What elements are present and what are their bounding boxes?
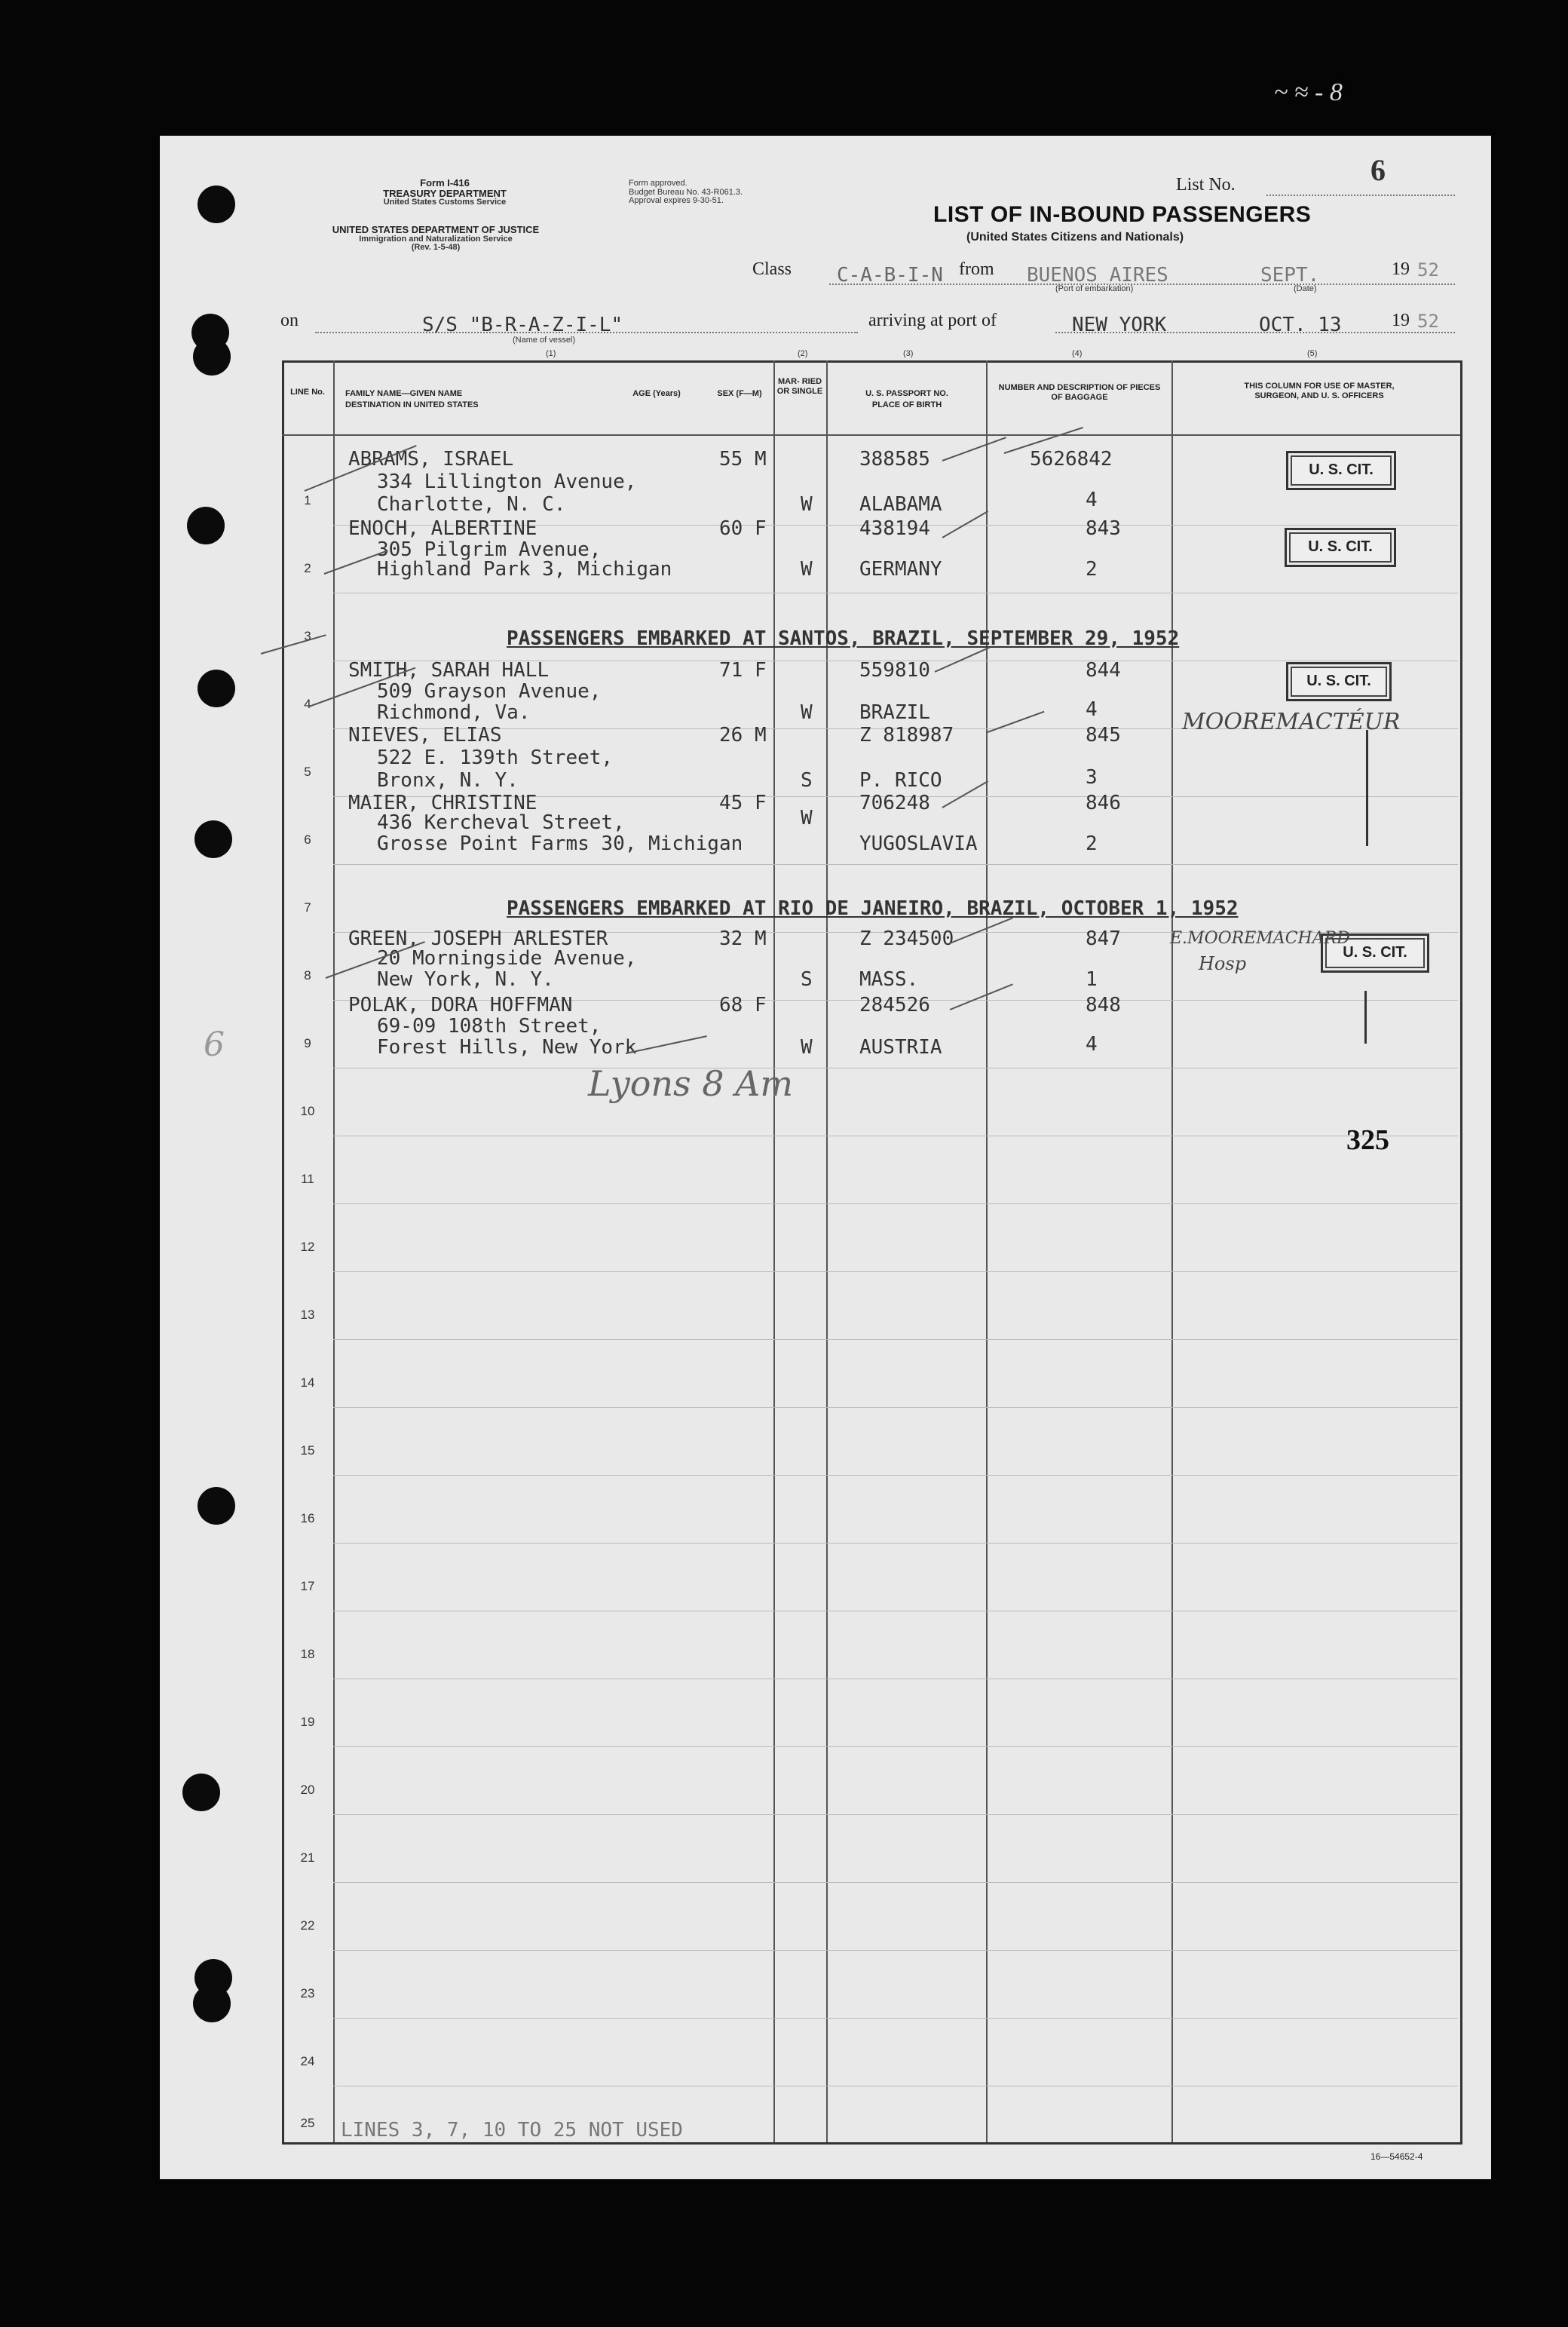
- passenger-passport: 559810: [859, 659, 930, 682]
- header-married: MAR- RIED OR SINGLE: [776, 377, 823, 397]
- passenger-passport: Z 234500: [859, 927, 954, 950]
- us-citizen-stamp: U. S. CIT.: [1286, 451, 1396, 490]
- punch-hole: [182, 1774, 220, 1811]
- passenger-name: ENOCH, ALBERTINE: [348, 517, 537, 540]
- passenger-married: W: [801, 701, 813, 724]
- justice-dept: UNITED STATES DEPARTMENT OF JUSTICE: [332, 224, 540, 235]
- baggage-number: 5626842: [1030, 448, 1113, 471]
- on-label: on: [280, 311, 299, 330]
- header-officers: THIS COLUMN FOR USE OF MASTER, SURGEON, AND U. S. OFFICERS: [1244, 382, 1395, 401]
- punch-hole: [198, 185, 235, 223]
- punch-hole: [193, 338, 231, 376]
- passenger-passport: 284526: [859, 994, 930, 1016]
- line-number: 17: [300, 1579, 315, 1593]
- col-num-1: (1): [546, 349, 556, 358]
- year-prefix: 19: [1392, 259, 1410, 279]
- treasury-dept: TREASURY DEPARTMENT: [383, 187, 507, 199]
- approval-line-1: Form approved.: [629, 179, 688, 188]
- header-age: AGE (Years): [632, 389, 681, 398]
- passenger-birthplace: BRAZIL: [859, 701, 930, 724]
- col-num-5: (5): [1307, 349, 1318, 358]
- passenger-passport: 706248: [859, 792, 930, 814]
- passenger-name: ABRAMS, ISRAEL: [348, 448, 514, 471]
- passenger-name: POLAK, DORA HOFFMAN: [348, 994, 573, 1016]
- passenger-address-2: Bronx, N. Y.: [377, 769, 519, 792]
- passenger-married: W: [801, 493, 813, 516]
- form-id: Form I-416: [420, 177, 470, 189]
- departure-date: SEPT.: [1260, 264, 1320, 287]
- passenger-address-1: 20 Morningside Avenue,: [377, 947, 637, 970]
- passenger-address-2: Grosse Point Farms 30, Michigan: [377, 832, 743, 855]
- passenger-birthplace: AUSTRIA: [859, 1036, 942, 1059]
- baggage-pieces: 1: [1086, 968, 1098, 991]
- line-number: 7: [304, 900, 311, 915]
- passenger-address-2: Richmond, Va.: [377, 701, 531, 724]
- col-num-4: (4): [1072, 349, 1083, 358]
- line-number: 19: [300, 1715, 315, 1729]
- line-number: 8: [304, 968, 311, 983]
- baggage-number: 844: [1086, 659, 1121, 682]
- passenger-married: S: [801, 968, 813, 991]
- line-number: 24: [300, 2054, 315, 2068]
- section-heading-rio: PASSENGERS EMBARKED AT RIO DE JANEIRO, BRAZIL, OCTOBER 1, 1952: [507, 897, 1239, 920]
- header-birth: PLACE OF BIRTH: [871, 400, 942, 409]
- arriving-label: arriving at port of: [868, 311, 997, 330]
- baggage-number: 845: [1086, 724, 1121, 747]
- vessel-name: S/S "B-R-A-Z-I-L": [422, 314, 623, 336]
- line-number: 13: [300, 1308, 315, 1322]
- passenger-passport: 388585: [859, 448, 930, 471]
- baggage-pieces: 3: [1086, 766, 1098, 789]
- passenger-address-1: 509 Grayson Avenue,: [377, 680, 602, 703]
- header-passport: U. S. PASSPORT NO.: [865, 389, 948, 398]
- line-number: 1: [304, 493, 311, 507]
- passenger-birthplace: ALABAMA: [859, 493, 942, 516]
- customs-service: United States Customs Service: [383, 198, 507, 207]
- signature: Lyons 8 Am: [588, 1063, 794, 1104]
- line-number: 5: [304, 765, 311, 779]
- handwritten-note: MOOREMACTÉUR: [1182, 709, 1401, 735]
- header-line-no: LINE No.: [290, 388, 325, 397]
- passenger-name: MAIER, CHRISTINE: [348, 792, 537, 814]
- passenger-age-sex: 55 M: [719, 448, 767, 471]
- document-title: LIST OF IN-BOUND PASSENGERS: [933, 202, 1312, 227]
- passenger-address-2: New York, N. Y.: [377, 968, 554, 991]
- passenger-birthplace: P. RICO: [859, 769, 942, 792]
- revision: (Rev. 1-5-48): [411, 243, 461, 253]
- punch-hole: [194, 820, 232, 858]
- baggage-pieces: 2: [1086, 832, 1098, 855]
- line-number: 16: [300, 1511, 315, 1525]
- passenger-address-1: 305 Pilgrim Avenue,: [377, 538, 602, 561]
- passenger-birthplace: GERMANY: [859, 558, 942, 581]
- class-label: Class: [752, 259, 792, 279]
- approval-line-2: Budget Bureau No. 43-R061.3.: [629, 187, 743, 197]
- line-number: 25: [300, 2116, 315, 2130]
- passenger-married: W: [801, 807, 813, 829]
- port-caption: (Port of embarkation): [1055, 284, 1134, 293]
- year-value: 52: [1417, 259, 1439, 281]
- baggage-pieces: 4: [1086, 1033, 1098, 1056]
- document-subtitle: (United States Citizens and Nationals): [966, 231, 1184, 244]
- col-num-3: (3): [903, 349, 914, 358]
- baggage-pieces: 2: [1086, 558, 1098, 581]
- passenger-age-sex: 26 M: [719, 724, 767, 747]
- us-citizen-stamp: U. S. CIT.: [1285, 528, 1396, 567]
- list-no-value: 6: [1370, 153, 1386, 187]
- passenger-address-2: Highland Park 3, Michigan: [377, 558, 672, 581]
- header-family-name: FAMILY NAME—GIVEN NAME: [345, 389, 463, 398]
- us-citizen-stamp: U. S. CIT.: [1286, 662, 1392, 701]
- us-citizen-stamp: U. S. CIT.: [1321, 934, 1429, 973]
- arrival-year-prefix: 19: [1392, 311, 1410, 330]
- line-number: 3: [304, 629, 311, 643]
- from-value: BUENOS AIRES: [1027, 264, 1168, 287]
- baggage-number: 843: [1086, 517, 1121, 540]
- col-num-2: (2): [798, 349, 808, 358]
- section-heading-santos: PASSENGERS EMBARKED AT SANTOS, BRAZIL, SEPTEMBER 29, 1952: [507, 627, 1180, 650]
- passenger-married: W: [801, 1036, 813, 1059]
- corner-scribble: ~ ≈ - 8: [1274, 78, 1343, 106]
- line-number: 21: [300, 1850, 315, 1865]
- line-number: 15: [300, 1443, 315, 1458]
- line-number: 18: [300, 1647, 315, 1661]
- header-destination: DESTINATION IN UNITED STATES: [345, 400, 479, 409]
- passenger-name: SMITH, SARAH HALL: [348, 659, 550, 682]
- arrival-year-value: 52: [1417, 311, 1439, 332]
- passenger-age-sex: 32 M: [719, 927, 767, 950]
- handwritten-note: E.MOOREMACHARD: [1170, 929, 1350, 948]
- page-number: 325: [1346, 1124, 1389, 1156]
- punch-hole: [198, 1487, 235, 1525]
- punch-hole: [187, 507, 225, 544]
- line-number: 10: [300, 1104, 315, 1118]
- line-number: 6: [304, 832, 311, 847]
- class-value: C-A-B-I-N: [837, 264, 943, 287]
- line-number: 20: [300, 1783, 315, 1797]
- baggage-pieces: 4: [1086, 698, 1098, 721]
- header-baggage: NUMBER AND DESCRIPTION OF PIECES OF BAGGAGE: [998, 383, 1161, 403]
- line-number: 22: [300, 1918, 315, 1933]
- baggage-number: 846: [1086, 792, 1121, 814]
- punch-hole: [198, 670, 235, 707]
- arrival-port: NEW YORK: [1072, 314, 1167, 336]
- line-number: 9: [304, 1036, 311, 1050]
- punch-hole: [193, 1985, 231, 2022]
- passenger-married: W: [801, 558, 813, 581]
- passenger-birthplace: YUGOSLAVIA: [859, 832, 978, 855]
- ins-service: Immigration and Naturalization Service: [359, 234, 513, 244]
- list-no-label: List No.: [1176, 175, 1236, 195]
- passenger-age-sex: 71 F: [719, 659, 767, 682]
- passenger-address-1: 69-09 108th Street,: [377, 1015, 602, 1038]
- passenger-passport: 438194: [859, 517, 930, 540]
- header-sex: SEX (F—M): [717, 389, 762, 398]
- passenger-birthplace: MASS.: [859, 968, 919, 991]
- passenger-married: S: [801, 769, 813, 792]
- passenger-name: GREEN, JOSEPH ARLESTER: [348, 927, 608, 950]
- line-number: 4: [304, 697, 311, 711]
- passenger-address-1: 334 Lillington Avenue,: [377, 471, 637, 493]
- passenger-passport: Z 818987: [859, 724, 954, 747]
- line-number: 12: [300, 1240, 315, 1254]
- passenger-age-sex: 68 F: [719, 994, 767, 1016]
- passenger-age-sex: 60 F: [719, 517, 767, 540]
- vessel-caption: (Name of vessel): [513, 336, 576, 345]
- passenger-address-2: Charlotte, N. C.: [377, 493, 566, 516]
- date-caption: (Date): [1294, 284, 1317, 293]
- passenger-address-2: Forest Hills, New York: [377, 1036, 637, 1059]
- line-number: 14: [300, 1375, 315, 1390]
- baggage-number: 848: [1086, 994, 1121, 1016]
- baggage-pieces: 4: [1086, 489, 1098, 511]
- passenger-address-1: 436 Kercheval Street,: [377, 811, 625, 834]
- baggage-number: 847: [1086, 927, 1121, 950]
- margin-number: 6: [204, 1026, 225, 1064]
- approval-line-3: Approval expires 9-30-51.: [629, 196, 724, 206]
- line-number: 2: [304, 561, 311, 575]
- lines-not-used-note: LINES 3, 7, 10 TO 25 NOT USED: [341, 2119, 683, 2142]
- line-number: 11: [301, 1172, 314, 1186]
- line-number: 23: [300, 1986, 315, 2000]
- passenger-name: NIEVES, ELIAS: [348, 724, 502, 747]
- pen-tick: [1366, 730, 1368, 846]
- from-label: from: [959, 259, 994, 279]
- pen-tick: [1364, 991, 1367, 1044]
- handwritten-note: Hosp: [1199, 953, 1247, 974]
- passenger-age-sex: 45 F: [719, 792, 767, 814]
- form-code: 16—54652-4: [1370, 2151, 1423, 2162]
- passenger-address-1: 522 E. 139th Street,: [377, 747, 614, 769]
- arrival-date: OCT. 13: [1259, 314, 1342, 336]
